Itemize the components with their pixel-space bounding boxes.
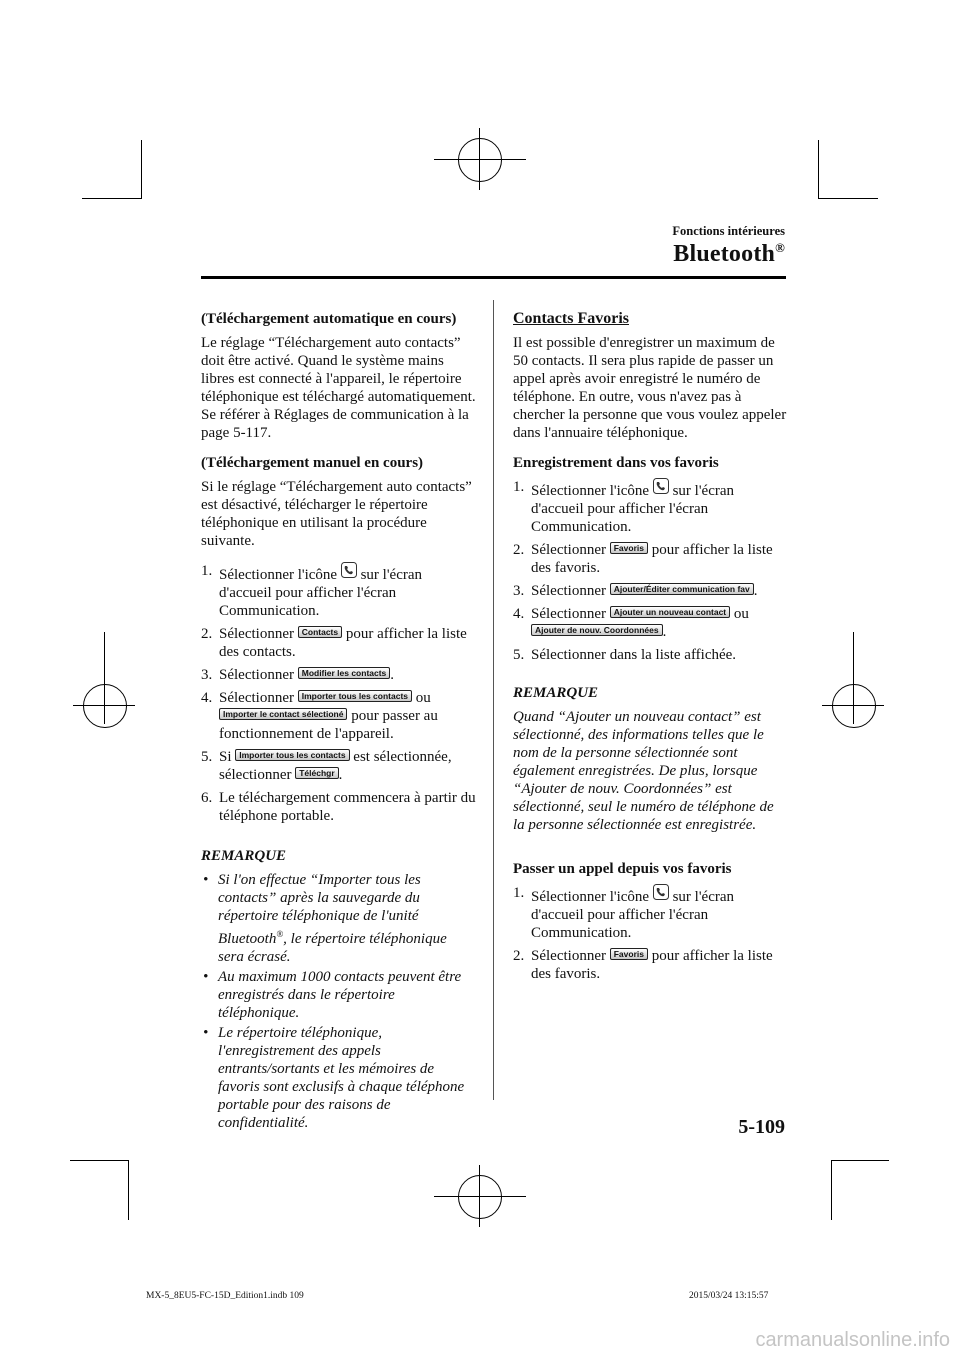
favorites-button[interactable]: Favoris	[610, 542, 648, 554]
step-text: Sélectionner dans la liste affichée.	[531, 647, 737, 663]
step-number: 3.	[513, 583, 525, 599]
import-selected-contact-button[interactable]: Importer le contact sélectioné	[219, 708, 347, 720]
page-title	[673, 240, 785, 268]
step-text-part: sur l'écran d'accueil pour afficher l'écran Communication.	[531, 483, 734, 535]
bullet-dot: •	[203, 969, 209, 985]
step-text-part: .	[662, 624, 667, 640]
step-text-part: sur l'écran d'accueil pour afficher l'écran Communication.	[219, 567, 422, 619]
note-text-part: Si l'on effectue “Importer tous les contacts” après la sauvegarde du répertoire téléphonique de l'unité Bluetooth	[218, 872, 421, 947]
note-title: REMARQUE	[513, 685, 599, 701]
note-text: Quand “Ajouter un nouveau contact” est sélectionné, des informations telles que le nom de la personne sélectionnée sont également enregistrées. De plus, lorsque “Ajouter de nouv. Coordonnées” est sélectionné, seul le numéro de téléphone de la personne sélectionnée est enregistrée.	[513, 709, 774, 833]
contacts-button[interactable]: Contacts	[298, 626, 342, 638]
bullet-dot: •	[203, 872, 209, 888]
step-text	[531, 605, 788, 641]
step-text	[531, 582, 788, 600]
registered-mark: ®	[276, 929, 284, 939]
step-number: 1.	[201, 563, 213, 579]
step-text-part: sur l'écran d'accueil pour afficher l'écran Communication.	[531, 889, 734, 941]
step-number: 6.	[201, 790, 213, 806]
step-text-part: Sélectionner	[219, 626, 294, 642]
download-button[interactable]: Téléchgr	[295, 767, 338, 779]
auto-download-text	[201, 334, 476, 442]
step-number: 5.	[513, 647, 525, 663]
step-text-part: pour afficher la liste des favoris.	[531, 542, 773, 576]
step-item	[513, 541, 788, 577]
step-text-part: est sélectionnée, sélectionner	[219, 749, 452, 783]
header-rule	[201, 276, 786, 279]
watermark: carmanualsonline.info	[755, 1329, 950, 1351]
call-favorites-heading: Passer un appel depuis vos favoris	[513, 861, 732, 877]
step-text-part: Sélectionner	[219, 690, 294, 706]
step-text-part: .	[753, 583, 758, 599]
step-text-part: ou	[415, 690, 431, 706]
bullet-dot: •	[203, 1025, 209, 1041]
step-text	[219, 689, 476, 743]
step-text-part: Sélectionner l'icône	[531, 483, 650, 499]
step-item	[201, 666, 476, 684]
step-text-part: pour afficher la liste des favoris.	[531, 948, 773, 982]
registered-mark: ®	[775, 240, 785, 255]
communication-phone-icon	[653, 478, 669, 494]
step-item	[513, 884, 788, 942]
import-all-contacts-button[interactable]: Importer tous les contacts	[298, 690, 412, 702]
note-text: Le répertoire téléphonique, l'enregistrement des appels entrants/sortants et les mémoires de favoris sont exclusifs à chaque téléphone portable pour des raisons de confidentialité.	[218, 1025, 465, 1131]
step-text	[219, 666, 476, 684]
step-number: 1.	[513, 479, 525, 495]
step-item	[201, 625, 476, 661]
favorites-button[interactable]: Favoris	[610, 948, 648, 960]
step-number: 2.	[201, 626, 213, 642]
section-label: Fonctions intérieures	[672, 224, 785, 238]
step-item	[201, 748, 476, 784]
step-text-part: Sélectionner	[219, 667, 294, 683]
step-number: 4.	[513, 606, 525, 622]
footer-timestamp: 2015/03/24 13:15:57	[689, 1291, 769, 1301]
column-divider	[493, 300, 494, 1100]
add-new-details-button[interactable]: Ajouter de nouv. Coordonnées	[531, 624, 663, 636]
step-text-part: Sélectionner l'icône	[531, 889, 650, 905]
step-number: 1.	[513, 885, 525, 901]
note-bullet	[201, 1024, 476, 1132]
step-item	[513, 582, 788, 600]
communication-phone-icon	[341, 562, 357, 578]
step-text	[531, 884, 788, 942]
communication-phone-icon	[653, 884, 669, 900]
note-text-part: , le répertoire téléphonique sera écrasé.	[218, 931, 447, 965]
auto-download-heading: (Téléchargement automatique en cours)	[201, 311, 457, 327]
step-number: 4.	[201, 690, 213, 706]
left-column	[201, 310, 476, 1134]
step-number: 2.	[513, 542, 525, 558]
step-item	[201, 562, 476, 620]
step-text-part: Sélectionner	[531, 542, 606, 558]
register-favorites-heading: Enregistrement dans vos favoris	[513, 455, 719, 471]
step-text	[219, 562, 476, 620]
footer-file: MX-5_8EU5-FC-15D_Edition1.indb 109	[146, 1291, 304, 1301]
step-text	[531, 947, 788, 983]
step-text	[531, 478, 788, 536]
favorites-text: Il est possible d'enregistrer un maximum de 50 contacts. Il sera plus rapide de passer un appel après avoir enregistré le numéro de téléphone. En outre, vous n'avez pas à chercher la personne que vous voulez appeler dans l'annuaire téléphonique.	[513, 335, 787, 441]
manual-download-text: Si le réglage “Téléchargement auto contacts” est désactivé, télécharger le répertoire téléphonique en utilisant la procédure suivante.	[201, 479, 472, 549]
step-text-part: .	[338, 767, 343, 783]
page-number: 5-109	[738, 1116, 785, 1138]
step-item	[513, 605, 788, 641]
step-text	[531, 541, 788, 577]
step-text-part: Sélectionner	[531, 583, 606, 599]
step-item	[201, 789, 476, 825]
step-item	[513, 646, 788, 664]
edit-contacts-button[interactable]: Modifier les contacts	[298, 667, 391, 679]
step-text-part: Si	[219, 749, 232, 765]
note-text: Au maximum 1000 contacts peuvent être enregistrés dans le répertoire téléphonique.	[218, 969, 462, 1021]
step-text-part: Sélectionner	[531, 948, 606, 964]
step-text-part: Sélectionner	[531, 606, 606, 622]
step-number: 2.	[513, 948, 525, 964]
manual-download-heading: (Téléchargement manuel en cours)	[201, 455, 424, 471]
step-number: 3.	[201, 667, 213, 683]
page-title-text: Bluetooth	[673, 241, 776, 267]
step-text-part: .	[390, 667, 395, 683]
step-item	[201, 689, 476, 743]
step-item	[513, 478, 788, 536]
step-item	[513, 947, 788, 983]
note-bullet	[201, 871, 476, 966]
auto-download-body: Le réglage “Téléchargement auto contacts” doit être activé. Quand le système mains libres est connecté à l'appareil, le répertoire téléphonique est téléchargé automatiquement.	[201, 335, 476, 405]
add-new-contact-button[interactable]: Ajouter un nouveau contact	[610, 606, 730, 618]
note-text	[218, 871, 476, 966]
favorites-heading: Contacts Favoris	[513, 310, 629, 327]
step-text	[219, 625, 476, 661]
step-text-part: pour afficher la liste des contacts.	[219, 626, 467, 660]
note-bullet	[201, 968, 476, 1022]
step-text-part: pour passer au fonctionnement de l'appareil.	[219, 708, 438, 742]
step-text-part: Sélectionner l'icône	[219, 567, 338, 583]
add-edit-favorites-button[interactable]: Ajouter/Éditer communication fav	[610, 583, 754, 595]
auto-download-ref: Se référer à Réglages de communication à la page 5-117.	[201, 407, 469, 441]
step-number: 5.	[201, 749, 213, 765]
import-all-contacts-button[interactable]: Importer tous les contacts	[235, 749, 349, 761]
step-text	[219, 748, 476, 784]
step-text-part: ou	[733, 606, 749, 622]
note-title: REMARQUE	[201, 848, 287, 864]
right-column	[513, 310, 788, 988]
step-text: Le téléchargement commencera à partir du téléphone portable.	[219, 790, 476, 824]
